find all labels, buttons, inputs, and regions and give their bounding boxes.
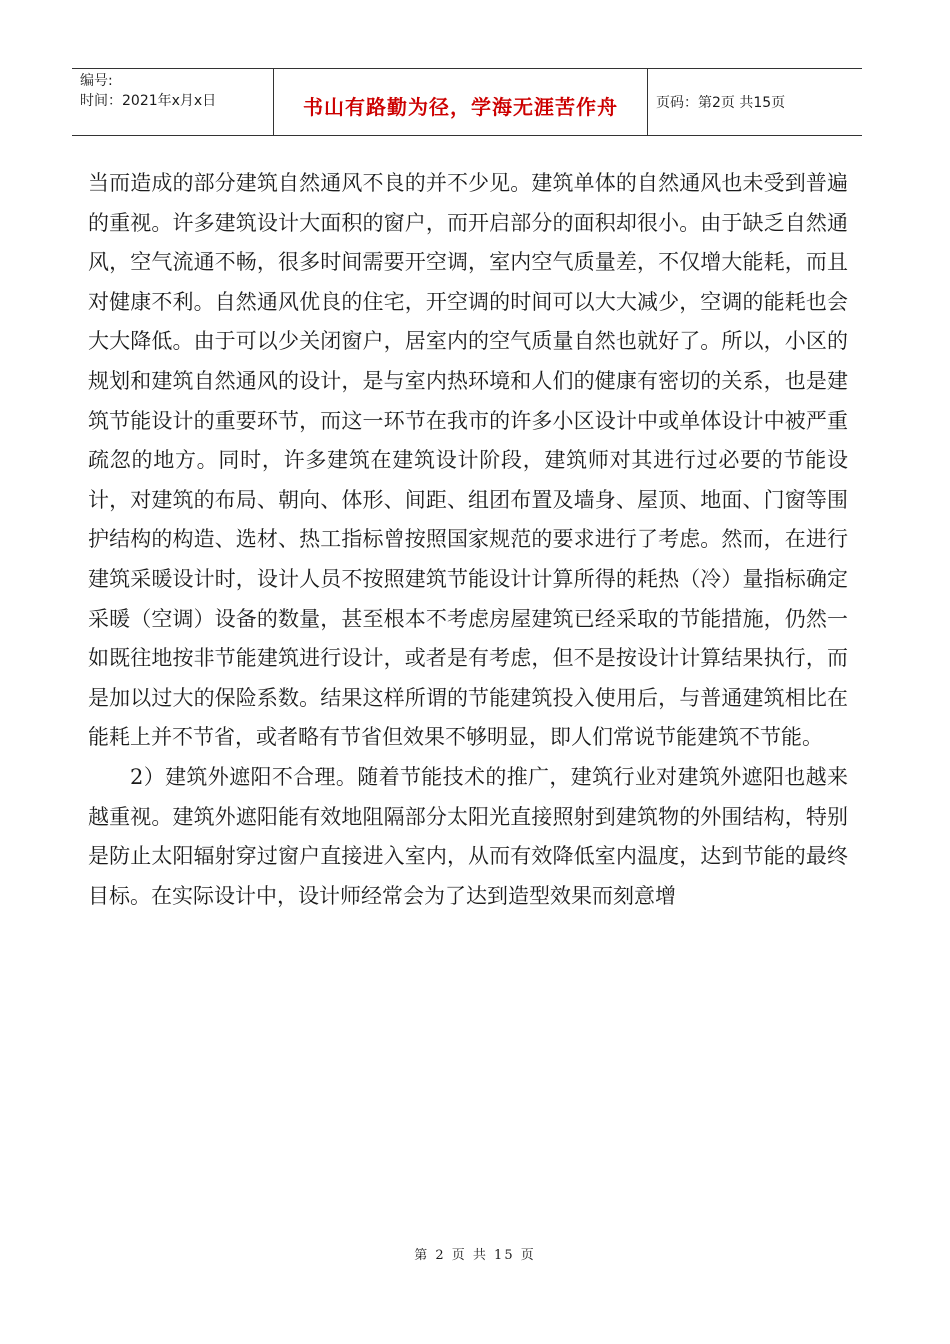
date-label: 时间：2021年x月x日 — [80, 93, 217, 109]
header-info-cell — [72, 69, 274, 135]
document-body — [88, 164, 848, 916]
document-header — [72, 68, 862, 136]
motto-text: 书山有路勤为径，学海无涯苦作舟 — [303, 94, 618, 119]
serial-number-label: 编号: — [80, 73, 113, 89]
body-paragraph-2: 2）建筑外遮阳不合理。随着节能技术的推广，建筑行业对建筑外遮阳也越来越重视。建筑外遮阳能有效地阻隔部分太阳光直接照射到建筑物的外围结构，特别是防止太阳辐射穿过窗户直接进入室内，从而有效降低室内温度，达到节能的最终目标。在实际设计中，设计师经常会为了达到造型效果而刻意增 — [88, 764, 848, 908]
header-motto-cell — [274, 69, 648, 135]
page-footer: 第 2 页 共 15 页 — [414, 1248, 536, 1263]
page-number-label: 页码：第2页 共15页 — [656, 95, 786, 111]
body-paragraph-1: 当而造成的部分建筑自然通风不良的并不少见。建筑单体的自然通风也未受到普遍的重视。许多建筑设计大面积的窗户，而开启部分的面积却很小。由于缺乏自然通风，空气流通不畅，很多时间需要开空调，室内空气质量差，不仅增大能耗，而且对健康不利。自然通风优良的住宅，开空调的时间可以大大减少，空调的能耗也会大大降低。由于可以少关闭窗户，居室内的空气质量自然也就好了。所以，小区的规划和建筑自然通风的设计，是与室内热环境和人们的健康有密切的关系，也是建筑节能设计的重要环节，而这一环节在我市的许多小区设计中或单体设计中被严重疏忽的地方。同时，许多建筑在建筑设计阶段，建筑师对其进行过必要的节能设计，对建筑的布局、朝向、体形、间距、组团布置及墙身、屋顶、地面、门窗等围护结构的构造、选材、热工指标曾按照国家规范的要求进行了考虑。然而，在进行建筑采暖设计时，设计人员不按照建筑节能设计计算所得的耗热（冷）量指标确定采暖（空调）设备的数量，甚至根本不考虑房屋建筑已经采取的节能措施，仍然一如既往地按非节能建筑进行设计，或者是有考虑，但不是按设计计算结果执行，而是加以过大的保险系数。结果这样所谓的节能建筑投入使用后，与普通建筑相比在能耗上并不节省，或者略有节省但效果不够明显，即人们常说节能建筑不节能。 — [88, 171, 848, 750]
header-page-cell — [648, 69, 862, 135]
